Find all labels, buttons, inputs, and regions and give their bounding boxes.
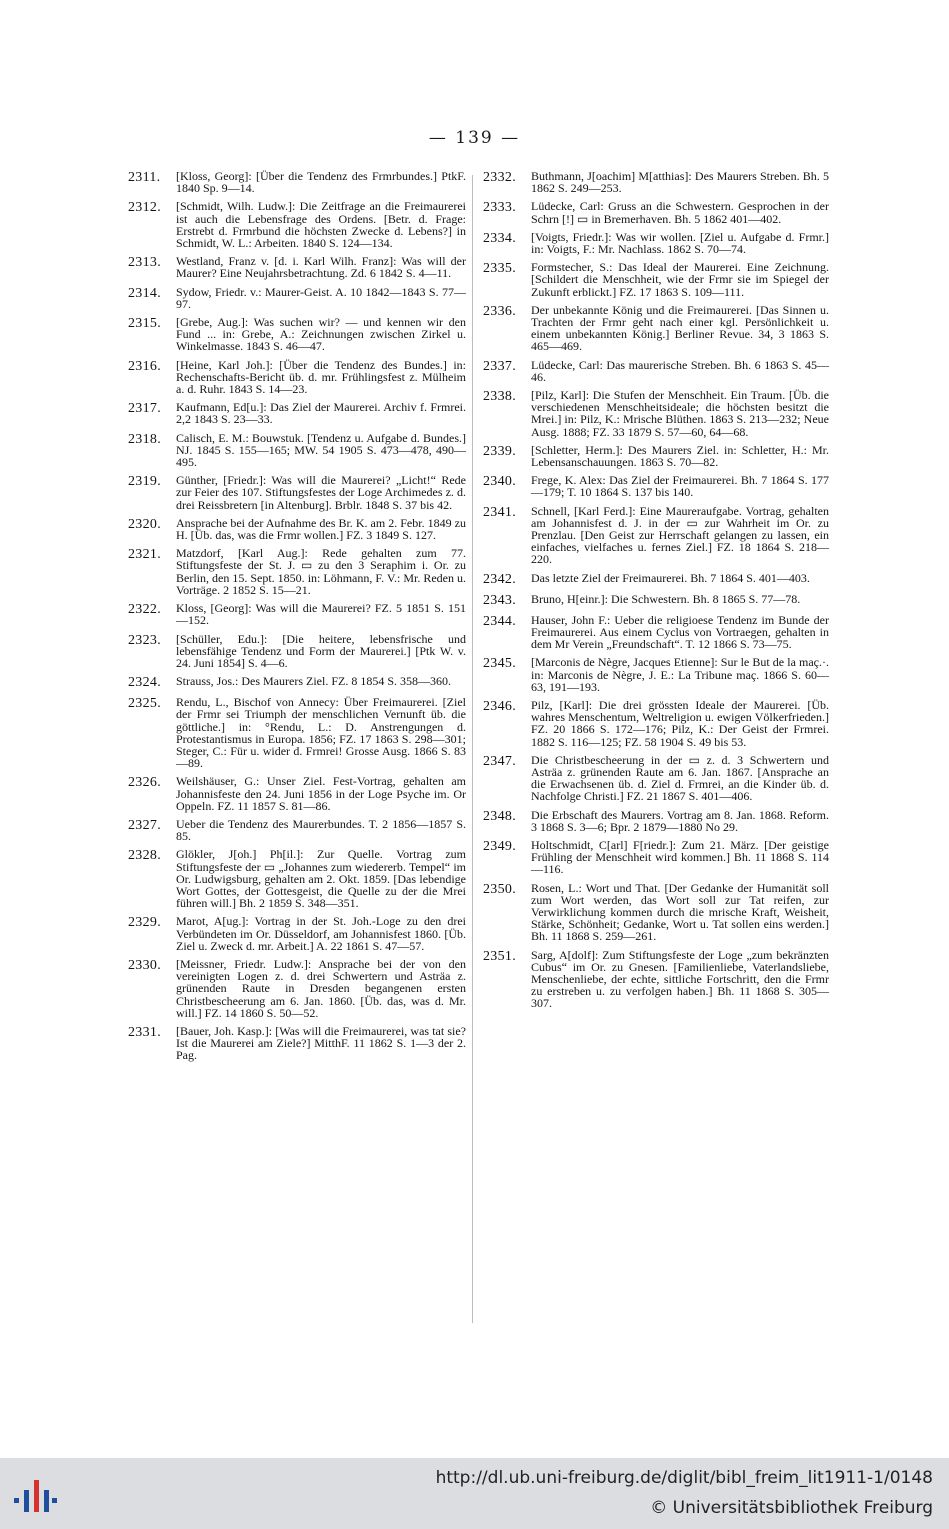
entry-text: Ueber die Tendenz des Maurerbundes. T. 2 1856—1857 S. 85. bbox=[176, 816, 466, 844]
entry-text: [Schmidt, Wilh. Ludw.]: Die Zeitfrage an die Freimaurerei ist auch die Lebensfrage des Ordens. [Betr. d. Frage: Erstrebt d. Frmrbund die höchsten Zwecke d. Lebens?] in Schmidt, W. L.: Arbeiten. 1840 S. 124—134. bbox=[176, 199, 466, 251]
bibliography-entry bbox=[128, 401, 466, 425]
source-url[interactable]: http://dl.ub.uni-freiburg.de/diglit/bibl_freim_lit1911-1/0148 bbox=[435, 1468, 933, 1488]
page-number-header: — 139 — bbox=[428, 128, 521, 148]
entry-number: 2314. bbox=[128, 285, 161, 301]
bibliography-entry bbox=[483, 261, 829, 298]
entry-text: Sydow, Friedr. v.: Maurer-Geist. A. 10 1842—1843 S. 77—97. bbox=[176, 284, 466, 311]
entry-text: Hauser, John F.: Ueber die religioese Tendenz im Bunde der Freimaurerei. Aus einem Cyclus von Vortraegen, gehalten in dem Mr Verein „Freundschaft“. T. 12 1866 S. 73—75. bbox=[531, 612, 829, 652]
bibliography-entry bbox=[483, 359, 829, 383]
right-column bbox=[483, 170, 829, 1016]
entry-number: 2322. bbox=[128, 602, 161, 618]
entry-number: 2316. bbox=[128, 358, 161, 374]
left-column bbox=[128, 170, 466, 1068]
entry-text: [Heine, Karl Joh.]: [Über die Tendenz des Bundes.] in: Rechenschafts-Bericht üb. d. mr. Frühlingsfest z. Mülheim a. d. Ruhr. 1843 S. 14—23. bbox=[176, 357, 466, 397]
entry-number: 2351. bbox=[483, 948, 516, 964]
entry-text: [Schletter, Herm.]: Des Maurers Ziel. in: Schletter, H.: Mr. Lebensanschauungen. 1863 S. 70—82. bbox=[531, 442, 829, 470]
entry-number: 2317. bbox=[128, 401, 161, 417]
entry-number: 2343. bbox=[483, 592, 516, 608]
entry-text: [Grebe, Aug.]: Was suchen wir? — und kennen wir den Fund ... in: Grebe, A.: Zeichnungen zwischen Zirkel u. Winkelmasse. 1843 S. 46—47. bbox=[176, 315, 466, 354]
entry-number: 2318. bbox=[128, 431, 161, 447]
entry-text: Die Erbschaft des Maurers. Vortrag am 8. Jan. 1868. Reform. 3 1868 S. 3—6; Bpr. 2 1879—1880 No 29. bbox=[531, 807, 829, 834]
entry-text: Kaufmann, Ed[u.]: Das Ziel der Maurerei. Archiv f. Frmrei. 2,2 1843 S. 23—33. bbox=[176, 400, 466, 427]
entry-number: 2340. bbox=[483, 474, 516, 490]
ub-freiburg-logo-icon bbox=[12, 1476, 58, 1516]
entry-number: 2339. bbox=[483, 443, 516, 459]
entry-text: Bruno, H[einr.]: Die Schwestern. Bh. 8 1865 S. 77—78. bbox=[531, 591, 801, 606]
entry-text: Pilz, [Karl]: Die drei grössten Ideale der Maurerei. [Üb. wahres Menschentum, Weltreligion u. ewigen Völkerfrieden.] FZ. 20 1866 S. 172—176; Pilz, K.: Der Geist der Frmrei. 1882 S. 116—125; FZ. 58 1904 S. 49 bis 53. bbox=[531, 697, 829, 749]
entry-text: [Meissner, Friedr. Ludw.]: Ansprache bei der von den vereinigten Logen z. d. drei Schwertern und Asträa z. grünenden Raute in Dresden begangenen ersten Christbescheerung am 6. Jan. 1860. [Üb. das, was d. Mr. will.] FZ. 14 1860 S. 50—52. bbox=[176, 956, 466, 1020]
entry-number: 2331. bbox=[128, 1024, 161, 1040]
bibliography-entry bbox=[128, 517, 466, 541]
bibliography-entry bbox=[483, 304, 829, 353]
entry-number: 2344. bbox=[483, 613, 516, 629]
bibliography-entry bbox=[483, 170, 829, 194]
bibliography-entry bbox=[128, 1025, 466, 1062]
bibliography-entry bbox=[128, 474, 466, 511]
entry-number: 2315. bbox=[128, 316, 161, 332]
entry-number: 2333. bbox=[483, 200, 516, 216]
bibliography-entry bbox=[128, 359, 466, 396]
entry-number: 2350. bbox=[483, 881, 516, 897]
entry-text: Calisch, E. M.: Bouwstuk. [Tendenz u. Aufgabe d. Bundes.] NJ. 1845 S. 155—165; MW. 54 1905 S. 473—478, 490—495. bbox=[176, 430, 466, 470]
bibliography-entry bbox=[128, 255, 466, 279]
bibliography-entry bbox=[128, 818, 466, 842]
bibliography-entry bbox=[128, 547, 466, 596]
entry-text: Buthmann, J[oachim] M[atthias]: Des Maurers Streben. Bh. 5 1862 S. 249—253. bbox=[531, 169, 829, 196]
entry-number: 2332. bbox=[483, 170, 516, 185]
bibliography-entry bbox=[483, 444, 829, 468]
bibliography-entry bbox=[483, 839, 829, 876]
entry-text: [Pilz, Karl]: Die Stufen der Menschheit. Ein Traum. [Üb. die verschiedenen Menschheitsideale; die höchsten besitzt die Mrei.] in: Pilz, K.: Mrische Blüthen. 1863 S. 213—232; Neue Ausg. 1888; FZ. 33 1879 S. 57—60, 64—68. bbox=[531, 388, 829, 439]
bibliography-entry bbox=[128, 432, 466, 469]
entry-text: Kloss, [Georg]: Was will die Maurerei? FZ. 5 1851 S. 151—152. bbox=[176, 601, 466, 628]
entry-text: Lüdecke, Carl: Das maurerische Streben. Bh. 6 1863 S. 45—46. bbox=[531, 357, 829, 384]
bibliography-entry bbox=[128, 286, 466, 310]
bibliography-entry bbox=[483, 949, 829, 1010]
bibliography-entry bbox=[128, 633, 466, 670]
entry-number: 2311. bbox=[128, 170, 161, 185]
bibliography-entry bbox=[483, 474, 829, 498]
entry-text: Westland, Franz v. [d. i. Karl Wilh. Franz]: Was will der Maurer? Eine Neujahrsbetrachtung. Zd. 6 1842 S. 4—11. bbox=[176, 254, 466, 281]
entry-number: 2324. bbox=[128, 675, 161, 691]
entry-text: Glökler, J[oh.] Ph[il.]: Zur Quelle. Vortrag zum Stiftungsfeste der ▭ „Johannes zum wiedererb. Tempel“ im Or. Ludwigsburg, gehalten am 2. Okt. 1859. [Das lebendige Wort Gottes, der Gottesgeist, die Quelle zu der die Mrei führen will.] Bh. 2 1859 S. 348—351. bbox=[176, 847, 466, 911]
entry-text: [Schüller, Edu.]: [Die heitere, lebensfrische und lebensfähige Tendenz und Form der Maurerei.] [Ptk W. v. 24. Juni 1854] S. 4—6. bbox=[176, 631, 466, 670]
entry-number: 2335. bbox=[483, 261, 516, 277]
entry-text: Holtschmidt, C[arl] F[riedr.]: Zum 21. März. [Der geistige Frühling der Menschheit wird kommen.] Bh. 11 1868 S. 114—116. bbox=[531, 837, 829, 877]
bibliography-entry bbox=[128, 200, 466, 249]
entry-number: 2328. bbox=[128, 848, 161, 864]
bibliography-entry bbox=[128, 316, 466, 353]
entry-text: Formstecher, S.: Das Ideal der Maurerei. Eine Zeichnung. [Schildert die Menschheit, wie der Frmr sie im Spiegel der Zukunft erblickt.] FZ. 17 1863 S. 109—111. bbox=[531, 260, 829, 299]
entry-number: 2323. bbox=[128, 632, 161, 648]
entry-text: Rendu, L., Bischof von Annecy: Über Freimaurerei. [Ziel der Frmr sei Triumph der menschlichen Vernunft üb. die göttliche.] in: °Rendu, L.: D. Anstrengungen d. Protestantismus in Europa. 1856; FZ. 17 1863 S. 298—301; Steger, C.: Für u. wider d. Frmrei! Grosse Ausg. 1866 S. 83—89. bbox=[176, 695, 466, 771]
entry-number: 2342. bbox=[483, 571, 516, 587]
bibliography-entry bbox=[128, 602, 466, 626]
entry-number: 2320. bbox=[128, 516, 161, 532]
bibliography-entry bbox=[128, 848, 466, 909]
entry-number: 2348. bbox=[483, 808, 516, 824]
bibliography-entry bbox=[483, 809, 829, 833]
column-divider bbox=[472, 175, 473, 1323]
entry-text: Ansprache bei der Aufnahme des Br. K. am 2. Febr. 1849 zu H. [Üb. das, was die Frmr wollen.] FZ. 3 1849 S. 127. bbox=[176, 515, 466, 543]
entry-number: 2334. bbox=[483, 230, 516, 246]
entry-text: [Bauer, Joh. Kasp.]: [Was will die Freimaurerei, was tat sie? Ist die Maurerei am Ziele?] MitthF. 11 1862 S. 1—3 der 2. Pag. bbox=[176, 1023, 466, 1063]
entry-text: Schnell, [Karl Ferd.]: Eine Maureraufgabe. Vortrag, gehalten am Johannisfest d. J. in der ▭ zur Wahrheit im Or. zu Prenzlau. [Den Geist zur Herrschaft gelangen zu lassen, ein einfaches, vielfaches u. fernes Ziel.] FZ. 18 1864 S. 218—220. bbox=[531, 503, 829, 567]
bibliography-entry bbox=[483, 505, 829, 566]
entry-number: 2321. bbox=[128, 547, 161, 563]
bibliography-entry bbox=[483, 572, 829, 587]
copyright-notice: © Universitätsbibliothek Freiburg bbox=[650, 1498, 933, 1518]
entry-text: Die Christbescheerung in der ▭ z. d. 3 Schwertern und Asträa z. grünenden Raute am 6. Jan. 1867. [Ansprache an die Erwachsenen üb. d. Ziel d. Frmrei, an die Kinder üb. d. Nachfolge Christi.] FZ. 21 1867 S. 401—406. bbox=[531, 752, 829, 804]
entry-text: Weilshäuser, G.: Unser Ziel. Fest-Vortrag, gehalten am Johannisfeste den 24. Juni 1856 in der Loge Psyche im. Or Oppeln. FZ. 11 1857 S. 81—86. bbox=[176, 774, 466, 813]
entry-number: 2319. bbox=[128, 474, 161, 490]
entry-text: Lüdecke, Carl: Gruss an die Schwestern. Gesprochen in der Schrn [!] ▭ in Bremerhaven. Bh. 5 1862 401—402. bbox=[531, 199, 829, 226]
entry-number: 2349. bbox=[483, 838, 516, 854]
footer-bar bbox=[0, 1458, 949, 1529]
bibliography-entry bbox=[483, 882, 829, 943]
bibliography-entry bbox=[483, 389, 829, 438]
entry-number: 2329. bbox=[128, 915, 161, 931]
entry-number: 2327. bbox=[128, 817, 161, 833]
bibliography-entry bbox=[128, 958, 466, 1019]
entry-text: [Marconis de Nègre, Jacques Etienne]: Sur le But de la maç.·. in: Marconis de Nègre, J. E.: La Tribune maç. 1866 S. 60—63, 191—193. bbox=[531, 655, 829, 694]
bibliography-entry bbox=[483, 614, 829, 651]
entry-number: 2326. bbox=[128, 775, 161, 791]
entry-text: Sarg, A[dolf]: Zum Stiftungsfeste der Loge „zum bekränzten Cubus“ im Or. zu Gnesen. [Familienliebe, Vaterlandsliebe, Menschenliebe, der echte, sittliche Fortschritt, den die Frmr zu erstreben u. zu verfolgen haben.] Bh. 11 1868 S. 305—307. bbox=[531, 947, 829, 1011]
entry-text: Der unbekannte König und die Freimaurerei. [Das Sinnen u. Trachten der Frmr geht nach einer kgl. Persönlichkeit u. einem unbekannten König.] Berliner Revue. 34, 3 1863 S. 465—469. bbox=[531, 302, 829, 354]
bibliography-entry bbox=[128, 696, 466, 769]
entry-text: Frege, K. Alex: Das Ziel der Freimaurerei. Bh. 7 1864 S. 177—179; T. 10 1864 S. 137 bis 140. bbox=[531, 473, 829, 500]
bibliography-entry bbox=[483, 754, 829, 803]
entry-number: 2341. bbox=[483, 504, 516, 520]
entry-number: 2347. bbox=[483, 753, 516, 769]
entry-number: 2338. bbox=[483, 389, 516, 405]
entry-number: 2336. bbox=[483, 303, 516, 319]
entry-number: 2345. bbox=[483, 656, 516, 672]
entry-text: Das letzte Ziel der Freimaurerei. Bh. 7 1864 S. 401—403. bbox=[531, 570, 810, 585]
bibliography-entry bbox=[128, 675, 466, 690]
entry-text: Rosen, L.: Wort und That. [Der Gedanke der Humanität soll zum Wort werden, das Wort soll zur Tat reifen, zur Verwirklichung kommen durch die mrische Kraft, Weisheit, Stärke, Schönheit; Gedanke, Wort u. Tat sollen eins werden.] Bh. 11 1868 S. 259—261. bbox=[531, 880, 829, 944]
bibliography-entry bbox=[483, 231, 829, 255]
bibliography-entry bbox=[483, 656, 829, 693]
entry-number: 2337. bbox=[483, 358, 516, 374]
bibliography-entry bbox=[128, 915, 466, 952]
bibliography-entry bbox=[483, 200, 829, 224]
entry-text: Marot, A[ug.]: Vortrag in der St. Joh.-Loge zu den drei Verbündeten im Or. Düsseldorf, am Johannisfest 1860. [Üb. Ziel u. Zweck d. mr. Arbeit.] A. 22 1861 S. 47—57. bbox=[176, 914, 466, 953]
entry-text: [Kloss, Georg]: [Über die Tendenz des Frmrbundes.] PtkF. 1840 Sp. 9—14. bbox=[176, 169, 466, 196]
bibliography-entry bbox=[128, 775, 466, 812]
bibliography-entry bbox=[128, 170, 466, 194]
entry-text: Strauss, Jos.: Des Maurers Ziel. FZ. 8 1854 S. 358—360. bbox=[176, 674, 451, 689]
entry-number: 2312. bbox=[128, 200, 161, 216]
entry-number: 2313. bbox=[128, 255, 161, 271]
entry-number: 2330. bbox=[128, 957, 161, 973]
entry-text: Matzdorf, [Karl Aug.]: Rede gehalten zum 77. Stiftungsfeste der St. J. ▭ zu den 3 Seraphim i. Or. zu Berlin, den 15. Sept. 1850. in: Löhmann, F. V.: Mr. Reden u. Vorträge. 2 1852 S. 15—21. bbox=[176, 546, 466, 597]
bibliography-entry bbox=[483, 699, 829, 748]
entry-text: [Voigts, Friedr.]: Was wir wollen. [Ziel u. Aufgabe d. Frmr.] in: Voigts, F.: Mr. Nachlass. 1862 S. 70—74. bbox=[531, 229, 829, 257]
entry-text: Günther, [Friedr.]: Was will die Maurerei? „Licht!“ Rede zur Feier des 107. Stiftungsfestes der Loge Archimedes z. d. drei Reissbretern [in Altenburg]. Brblr. 1848 S. 37 bis 42. bbox=[176, 473, 466, 512]
entry-number: 2346. bbox=[483, 698, 516, 714]
bibliography-entry bbox=[483, 593, 829, 608]
entry-number: 2325. bbox=[128, 696, 161, 712]
